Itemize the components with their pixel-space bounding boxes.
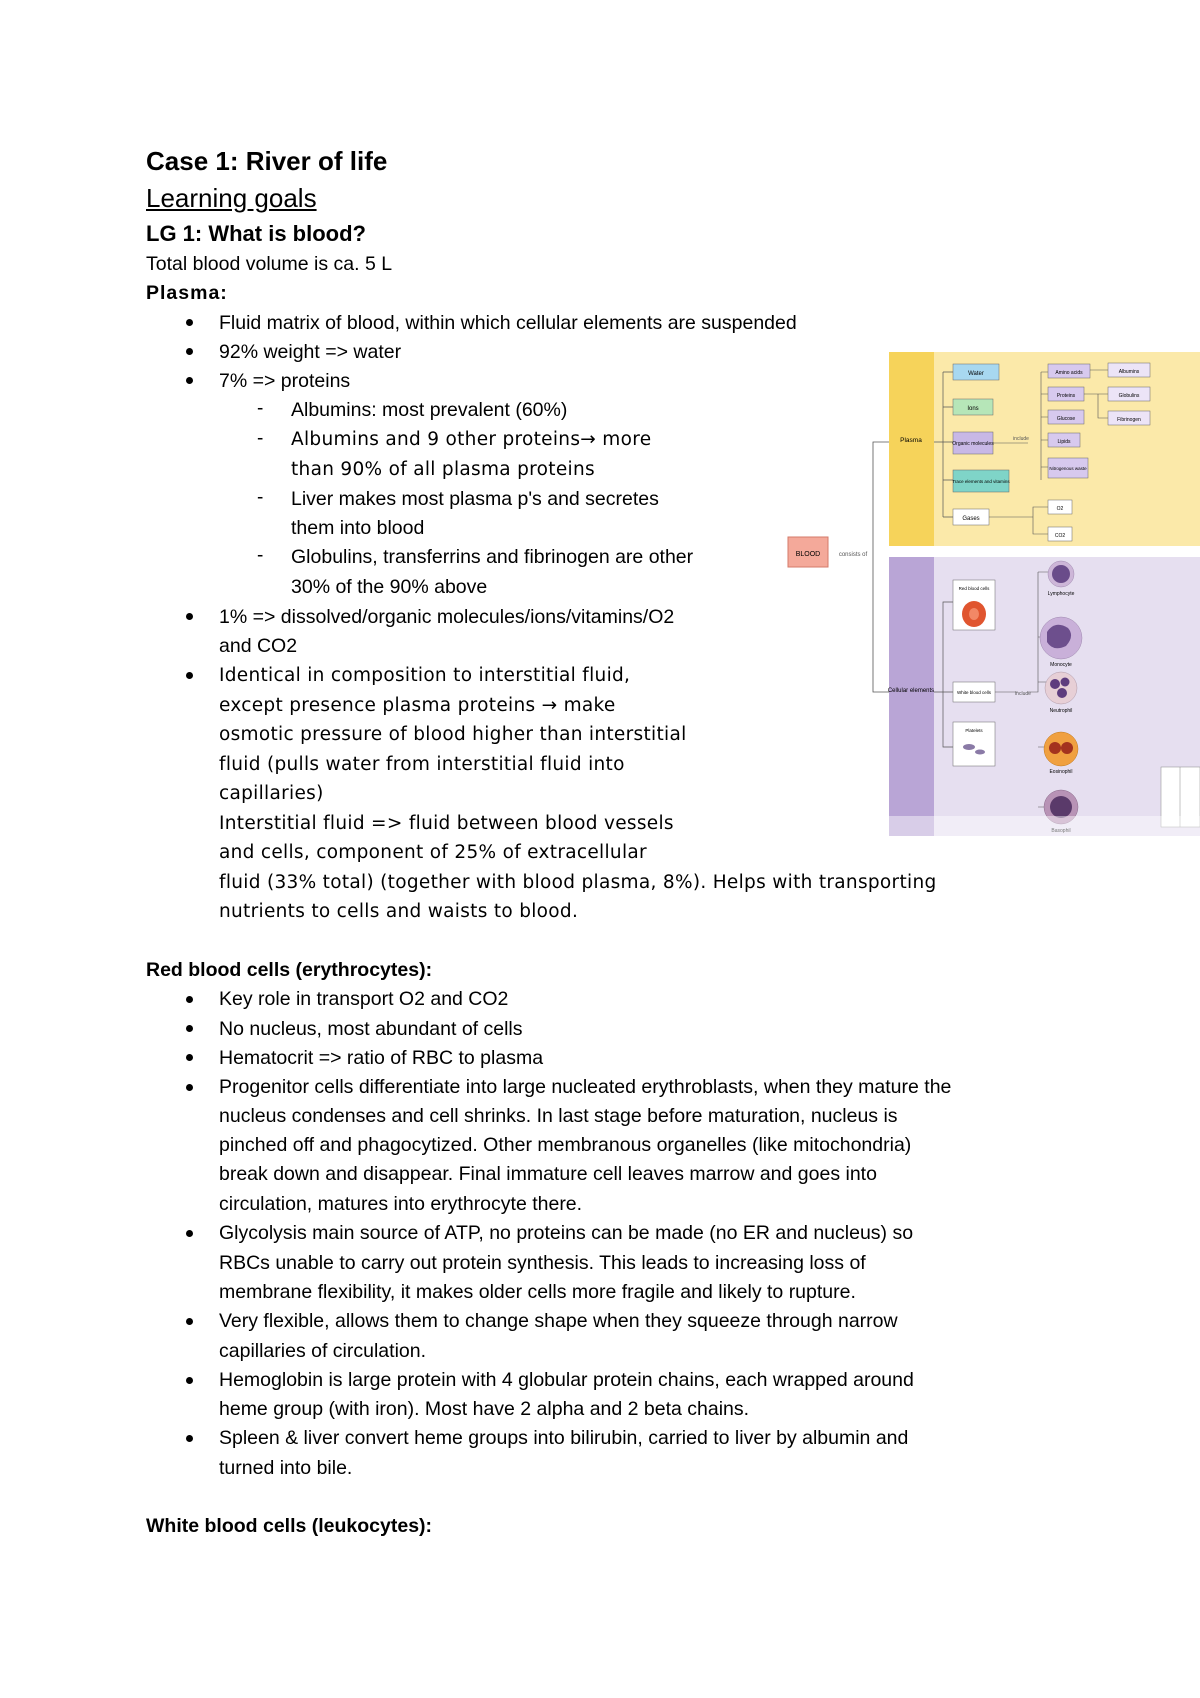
- include-label-1: include: [1013, 436, 1029, 442]
- plasma-bullet-5d: fluid (pulls water from interstitial fluid into: [219, 754, 625, 775]
- trace-label: Trace elements and vitamins: [952, 479, 1010, 484]
- plasma-sub-1: Albumins: most prevalent (60%): [291, 399, 568, 421]
- bullet-dot: [186, 1318, 193, 1325]
- cells-panel-bg: [889, 557, 1200, 836]
- plasma-sub-2b: than 90% of all plasma proteins: [291, 459, 595, 480]
- bullet-dot: [186, 377, 193, 384]
- rbc-heading: Red blood cells (erythrocytes):: [146, 959, 433, 981]
- blood-composition-figure: [783, 352, 1200, 836]
- o2-label: O2: [1056, 506, 1064, 512]
- rbc-bullet-5a: Glycolysis main source of ATP, no proteins can be made (no ER and nucleus) so: [219, 1222, 914, 1244]
- wbc-label: White blood cells: [956, 690, 992, 695]
- dash-marker: -: [257, 428, 264, 449]
- amino-label: Amino acids: [1055, 370, 1083, 376]
- neutrophil-label: Neutrophil: [1049, 708, 1073, 714]
- rbc-bullet-1: Key role in transport O2 and CO2: [219, 988, 509, 1010]
- eosinophil-lobe: [1061, 742, 1073, 754]
- co2-label: CO2: [1054, 533, 1066, 539]
- plasma-bullet-5b: except presence plasma proteins → make: [219, 695, 616, 716]
- plasma-bullet-4b: and CO2: [219, 635, 298, 657]
- bullet-dot: [186, 672, 193, 679]
- ions-label: Ions: [967, 406, 979, 412]
- neutrophil-image: [1045, 672, 1077, 704]
- eosinophil-lobe: [1049, 742, 1061, 754]
- plasma-bullet-5h: fluid (33% total) (together with blood plasma, 8%). Helps with transporting: [219, 872, 937, 893]
- cellular-label: Cellular elements: [887, 688, 935, 694]
- dash-marker: -: [257, 398, 264, 419]
- blood-volume-text: Total blood volume is ca. 5 L: [146, 253, 393, 275]
- platelet-image: [963, 744, 975, 750]
- include-label-2: include: [1015, 691, 1031, 697]
- dash-marker: -: [257, 487, 264, 508]
- rbc-bullet-7b: heme group (with iron). Most have 2 alpha and 2 beta chains.: [219, 1398, 750, 1420]
- plasma-sub-2a: Albumins and 9 other proteins→ more: [291, 429, 652, 450]
- organic-label: Organic molecules: [952, 441, 994, 447]
- plasma-bullet-5g: and cells, component of 25% of extracellular: [219, 842, 647, 863]
- glucose-label: Glucose: [1056, 416, 1076, 422]
- plasma-bullet-5f: Interstitial fluid => fluid between blood vessels: [219, 813, 674, 834]
- bullet-dot: [186, 1054, 193, 1061]
- bullet-dot: [186, 1377, 193, 1384]
- rbc-bullet-6a: Very flexible, allows them to change shape when they squeeze through narrow: [219, 1310, 898, 1332]
- rbc-bullet-4c: pinched off and phagocytized. Other membranous organelles (like mitochondria): [219, 1134, 912, 1156]
- plasma-bullet-4a: 1% => dissolved/organic molecules/ions/vitamins/O2: [219, 606, 675, 628]
- plasma-bullet-5a: Identical in composition to interstitial fluid,: [219, 665, 631, 686]
- bullet-dot: [186, 1084, 193, 1091]
- albumins-label: Albumins: [1118, 369, 1140, 375]
- rbc-bullet-4d: break down and disappear. Final immature cell leaves marrow and goes into: [219, 1163, 877, 1185]
- lymphocyte-label: Lymphocyte: [1047, 591, 1075, 597]
- plasma-label: Plasma: [900, 437, 922, 444]
- bullet-dot: [186, 319, 193, 326]
- water-label: Water: [968, 371, 984, 377]
- blood-label: BLOOD: [795, 551, 821, 558]
- rbc-bullet-5b: RBCs unable to carry out protein synthesis. This leads to increasing loss of: [219, 1252, 866, 1274]
- rbc-bullet-2: No nucleus, most abundant of cells: [219, 1018, 523, 1040]
- section-subtitle: Learning goals: [146, 183, 317, 213]
- monocyte-label: Monocyte: [1050, 662, 1072, 668]
- bullet-dot: [186, 996, 193, 1003]
- consists-label: consists of: [838, 552, 868, 558]
- branch-lines: [873, 442, 889, 692]
- rbc-bullet-4b: nucleus condenses and cell shrinks. In last stage before maturation, nucleus is: [219, 1105, 898, 1127]
- basophil-label: Basophil: [1051, 828, 1071, 834]
- plasma-sub-4a: Globulins, transferrins and fibrinogen are other: [291, 546, 694, 568]
- rbc-bullet-6b: capillaries of circulation.: [219, 1340, 427, 1362]
- rbc-bullet-4a: Progenitor cells differentiate into large nucleated erythroblasts, when they mature the: [219, 1076, 952, 1098]
- rbc-bullet-3: Hematocrit => ratio of RBC to plasma: [219, 1047, 544, 1069]
- rbc-label: Red blood cells: [958, 586, 990, 591]
- platelet-image: [975, 750, 985, 755]
- neutrophil-lobe: [1050, 679, 1060, 689]
- lymphocyte-nucleus: [1052, 565, 1070, 583]
- plasma-sub-4b: 30% of the 90% above: [291, 576, 488, 598]
- neutrophil-lobe: [1057, 688, 1067, 698]
- plasma-bullet-2: 92% weight => water: [219, 341, 402, 363]
- fibrinogen-label: Fibrinogen: [1117, 417, 1141, 423]
- page-title: Case 1: River of life: [146, 146, 388, 176]
- plasma-bullet-5c: osmotic pressure of blood higher than interstitial: [219, 724, 687, 745]
- bullet-dot: [186, 1025, 193, 1032]
- plasma-heading: Plasma:: [146, 282, 228, 304]
- bullet-dot: [186, 1230, 193, 1237]
- wbc-heading: White blood cells (leukocytes):: [146, 1515, 433, 1537]
- globulins-label: Globulins: [1118, 393, 1140, 399]
- plasma-panel-bg: [889, 352, 1200, 546]
- lipids-label: Lipids: [1057, 439, 1071, 445]
- rbc-bullet-8a: Spleen & liver convert heme groups into bilirubin, carried to liver by albumin and: [219, 1427, 909, 1449]
- plasma-bullet-5i: nutrients to cells and waists to blood.: [219, 901, 579, 922]
- neutrophil-lobe: [1061, 678, 1070, 687]
- rbc-bullet-7a: Hemoglobin is large protein with 4 globular protein chains, each wrapped around: [219, 1369, 914, 1391]
- bullet-dot: [186, 613, 193, 620]
- rbc-bullet-8b: turned into bile.: [219, 1457, 353, 1479]
- plasma-panel-bar: [889, 352, 934, 546]
- nitrogenous-label: Nitrogenous waste: [1049, 466, 1087, 471]
- rbc-bullet-4e: circulation, matures into erythrocyte there.: [219, 1193, 583, 1215]
- figure-fade: [783, 816, 1200, 836]
- plasma-sub-3b: them into blood: [291, 517, 425, 539]
- eosinophil-label: Eosinophil: [1049, 769, 1073, 775]
- dash-marker: -: [257, 545, 264, 566]
- learning-goal-heading: LG 1: What is blood?: [146, 221, 366, 246]
- gases-label: Gases: [962, 516, 980, 522]
- bullet-dot: [186, 1435, 193, 1442]
- basophil-nucleus: [1050, 796, 1072, 818]
- rbc-bullet-5c: membrane flexibility, it makes older cells more fragile and likely to rupture.: [219, 1281, 856, 1303]
- platelets-label: Platelets: [965, 728, 983, 733]
- bullet-dot: [186, 348, 193, 355]
- plasma-bullet-1: Fluid matrix of blood, within which cellular elements are suspended: [219, 312, 797, 334]
- plasma-sub-3a: Liver makes most plasma p's and secretes: [291, 488, 659, 510]
- proteins-label: Proteins: [1056, 393, 1076, 399]
- cells-panel-bar: [889, 557, 934, 836]
- plasma-bullet-3: 7% => proteins: [219, 370, 351, 392]
- rbc-cell-center: [969, 608, 979, 620]
- plasma-bullet-5e: capillaries): [219, 783, 324, 804]
